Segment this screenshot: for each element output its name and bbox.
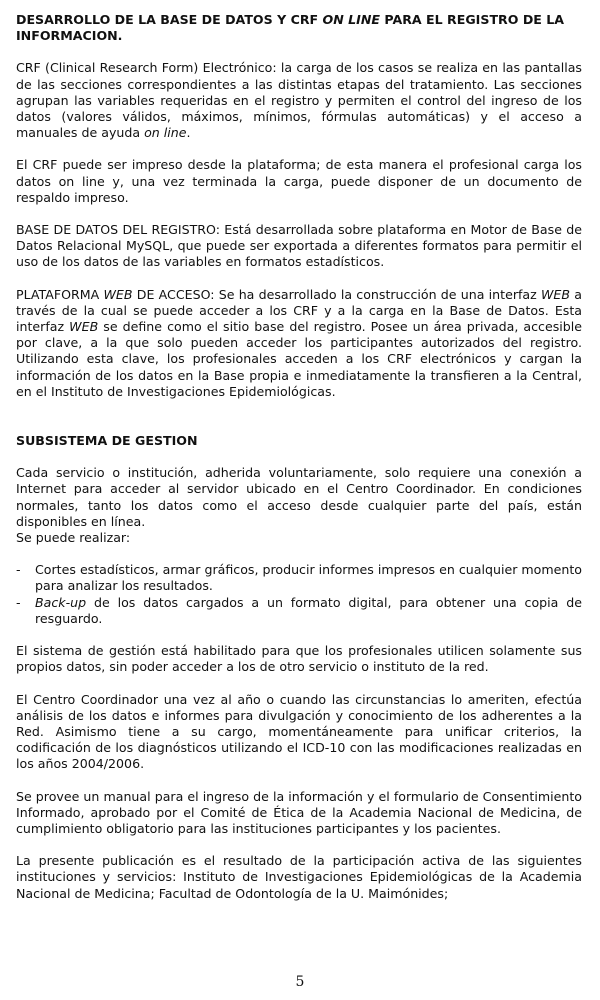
paragraph-data-access: El sistema de gestión está habilitado para que los profesionales utilicen solamente sus propios datos, sin poder acceder a los de otro servicio o instituto de la red. (16, 643, 582, 675)
section-heading-management: SUBSISTEMA DE GESTION (16, 433, 198, 449)
heading-text: DESARROLLO DE LA BASE DE DATOS Y CRF (16, 12, 323, 27)
paragraph-crf-print: El CRF puede ser impreso desde la plataforma; de esta manera el profesional carga los datos on line y, una vez terminada la carga, puede disponer de un documento de respaldo impreso. (16, 157, 582, 205)
page-number: 5 (295, 974, 305, 990)
paragraph-web-platform: PLATAFORMA WEB DE ACCESO: Se ha desarrollado la construcción de una interfaz WEB a través de la cual se puede acceder a los CRF y a la carga en la Base de Datos. Esta interfaz WEB se define como el sitio base del registro. Posee un área privada, accesible por clave, a la que solo pueden acceder los participantes autorizados del registro. Utilizando esta clave, los profesionales acceden a los CRF electrónicos y cargan la información de los datos en la Base propia e inmediatamente la transfieren a la Central, en el Instituto de Investigaciones Epidemiológicas. (16, 286, 582, 399)
heading-italic-text: ON LINE (322, 12, 380, 27)
capabilities-list (16, 562, 582, 627)
list-item: - Back-up de los datos cargados a un formato digital, para obtener una copia de resguardo. (16, 594, 582, 626)
list-item: - Cortes estadísticos, armar gráficos, producir informes impresos en cualquier momento para analizar los resultados. (16, 562, 582, 594)
paragraph-manual: Se provee un manual para el ingreso de la información y el formulario de Consentimiento Informado, aprobado por el Comité de Ética de la Academia Nacional de Medicina, de cumplimiento obligatorio para las instituciones participantes y los pacientes. (16, 788, 582, 836)
paragraph-management-intro: Cada servicio o institución, adherida voluntariamente, solo requiere una conexión a Internet para acceder al servidor ubicado en el Centro Coordinador. En condiciones normales, tanto los datos como el acceso desde cualquier parte del país, están disponibles en línea. (16, 465, 582, 529)
paragraph-coordinator: El Centro Coordinador una vez al año o cuando las circunstancias lo ameriten, efectúa análisis de los datos e informes para divulgación y conocimiento de los adherentes a la Red. Asimismo tiene a su cargo, momentáneamente para unificar criterios, la codificación de los diagnósticos utilizando el ICD-10 con las modificaciones realizadas en los años 2004/2006. (16, 691, 582, 772)
section-heading-database (16, 12, 582, 44)
paragraph-participants: La presente publicación es el resultado de la participación activa de las siguientes instituciones y servicios: Instituto de Investigaciones Epidemiológicas de la Academia Nacional de Medicina; Facultad de Odontología de la U. Maimónides; (16, 853, 582, 901)
heading-text-end: PARA EL REGISTRO DE LA INFORMACION. (16, 12, 565, 44)
paragraph-database: BASE DE DATOS DEL REGISTRO: Está desarrollada sobre plataforma en Motor de Base de Datos Relacional MySQL, que puede ser exportada a diferentes formatos para permitir el uso de los datos de las variables en formatos estadísticos. (16, 222, 582, 270)
document-page (16, 12, 582, 902)
paragraph-crf: CRF (Clinical Research Form) Electrónico: la carga de los casos se realiza en las pantallas de las secciones correspondientes a las distintas etapas del tratamiento. Las secciones agrupan las variables requeridas en el registro y permiten el control del ingreso de los datos (valores válidos, máximos, mínimos, fórmulas automáticas) y el acceso a manuales de ayuda on line. (16, 60, 582, 141)
paragraph-can-do: Se puede realizar: (16, 530, 131, 546)
